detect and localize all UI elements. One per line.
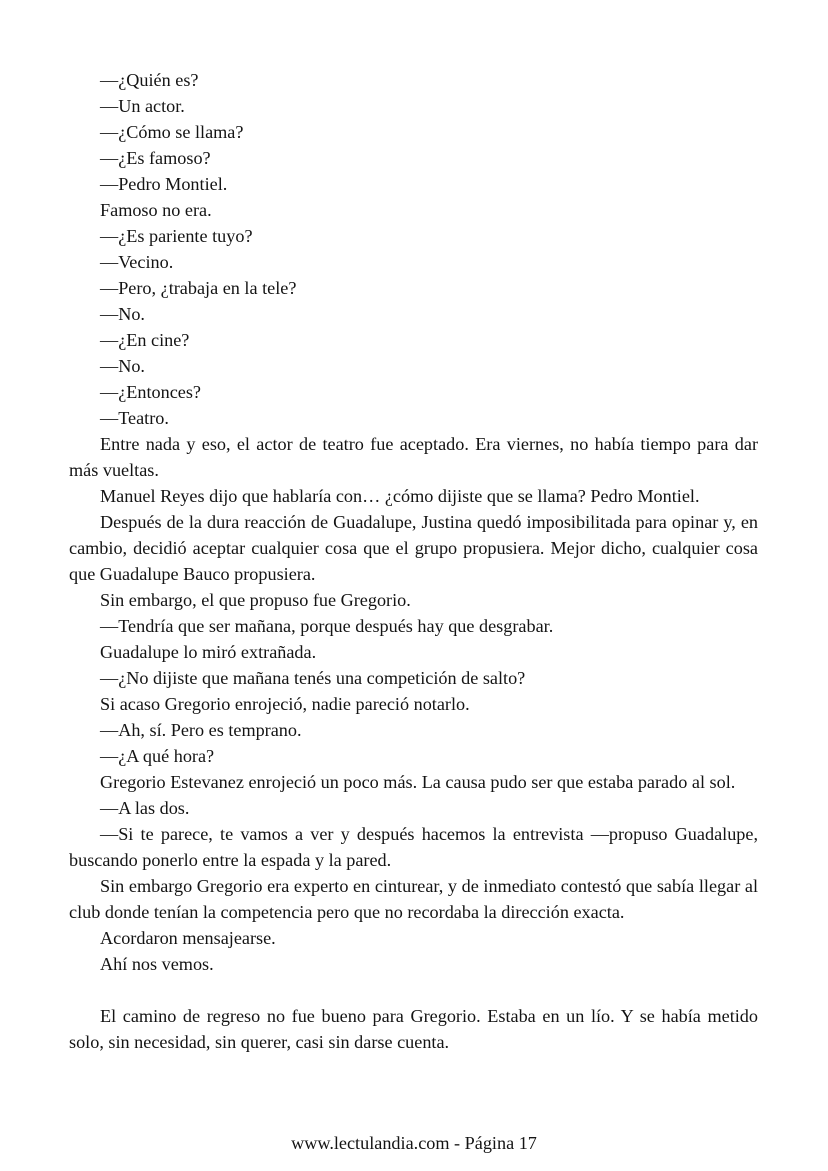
dialogue-line: —¿Quién es? [100,70,199,90]
narrative-paragraph: El camino de regreso no fue bueno para Gregorio. Estaba en un lío. Y se había metido solo, sin necesidad, sin querer, casi sin darse cuenta. [69,1006,758,1052]
dialogue-line: —Pedro Montiel. [100,174,228,194]
dialogue-line: —Pero, ¿trabaja en la tele? [100,278,297,298]
narrative-paragraph: Sin embargo, el que propuso fue Gregorio. [100,590,411,610]
narrative-paragraph: Famoso no era. [100,200,212,220]
narrative-paragraph: Gregorio Estevanez enrojeció un poco más. La causa pudo ser que estaba parado al sol. [100,772,736,792]
dialogue-line: —¿Entonces? [100,382,201,402]
dialogue-line: —No. [100,304,145,324]
narrative-paragraph: Guadalupe lo miró extrañada. [100,642,317,662]
dialogue-line: —¿En cine? [100,330,190,350]
dialogue-line: —Tendría que ser mañana, porque después hay que desgrabar. [100,616,554,636]
narrative-paragraph: Si acaso Gregorio enrojeció, nadie pareció notarlo. [100,694,470,714]
dialogue-line: —¿Cómo se llama? [100,122,244,142]
dialogue-line: —Ah, sí. Pero es temprano. [100,720,302,740]
dialogue-line: —Si te parece, te vamos a ver y después hacemos la entrevista —propuso Guadalupe, buscando ponerlo entre la espada y la pared. [69,824,758,870]
narrative-paragraph: Acordaron mensajearse. [100,928,276,948]
dialogue-line: —A las dos. [100,798,190,818]
page-body [69,67,758,1055]
dialogue-line: —¿A qué hora? [100,746,215,766]
narrative-paragraph: Después de la dura reacción de Guadalupe, Justina quedó imposibilitada para opinar y, en cambio, decidió aceptar cualquier cosa que el grupo propusiera. Mejor dicho, cualquier cosa que Guadalupe Bauco propusiera. [69,512,758,584]
dialogue-line: —¿No dijiste que mañana tenés una competición de salto? [100,668,526,688]
dialogue-line: —¿Es famoso? [100,148,211,168]
dialogue-line: —Teatro. [100,408,169,428]
dialogue-line: —Vecino. [100,252,174,272]
narrative-paragraph: Entre nada y eso, el actor de teatro fue aceptado. Era viernes, no había tiempo para dar más vueltas. [69,434,758,480]
narrative-paragraph: Manuel Reyes dijo que hablaría con… ¿cómo dijiste que se llama? Pedro Montiel. [100,486,700,506]
dialogue-line: —Un actor. [100,96,185,116]
narrative-paragraph: Ahí nos vemos. [100,954,214,974]
dialogue-line: —¿Es pariente tuyo? [100,226,253,246]
page-footer: www.lectulandia.com - Página 17 [291,1133,537,1153]
dialogue-line: —No. [100,356,145,376]
narrative-paragraph: Sin embargo Gregorio era experto en cinturear, y de inmediato contestó que sabía llegar al club donde tenían la competencia pero que no recordaba la dirección exacta. [69,876,758,922]
section-break [69,977,758,1003]
